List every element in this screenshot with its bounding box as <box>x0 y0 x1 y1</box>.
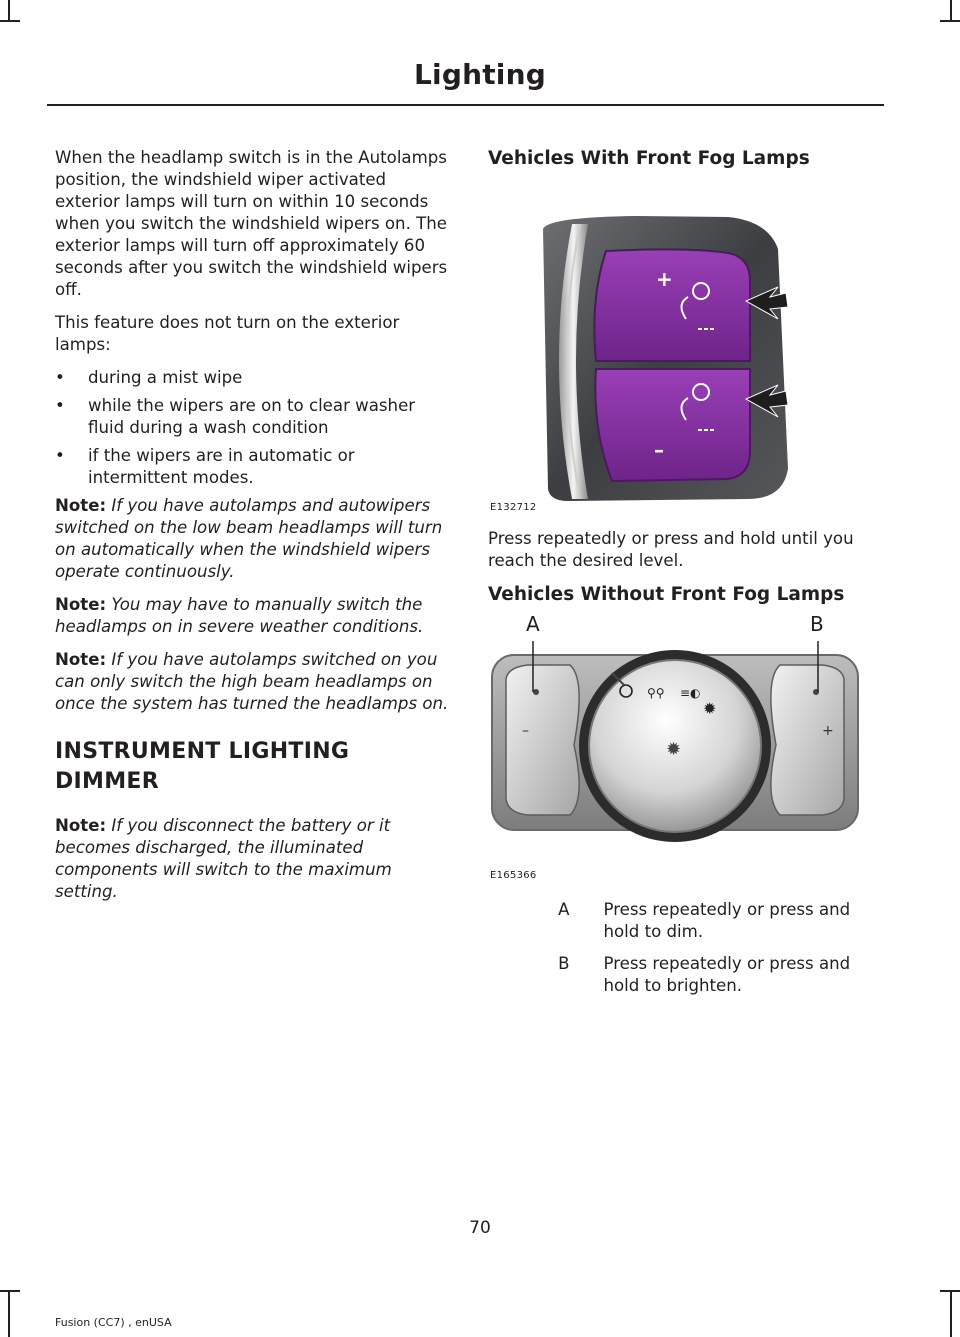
note-label: Note: <box>55 595 107 614</box>
crop-mark <box>940 1290 960 1292</box>
header-rule <box>47 104 884 106</box>
note-text: You may have to manually switch the headlamps on in severe weather conditions. <box>55 595 424 636</box>
crop-mark <box>950 1290 952 1337</box>
note-label: Note: <box>55 496 107 515</box>
figure-label-a: A <box>526 612 540 636</box>
callout-row <box>488 899 883 943</box>
note-text: If you have autolamps and autowipers switched on the low beam headlamps will turn on automatically when the windshield wipers operate continuously. <box>55 496 443 581</box>
callout-text: Press repeatedly or press and hold to dim. <box>603 900 851 941</box>
note-severe-weather <box>55 594 450 638</box>
svg-text:–: – <box>522 723 529 739</box>
headlamp-switch-illustration <box>488 619 883 871</box>
note-label: Note: <box>55 816 107 835</box>
no-fog-lamps-heading: Vehicles Without Front Fog Lamps <box>488 584 845 605</box>
note-text: If you disconnect the battery or it becomes discharged, the illuminated components will switch to the maximum setting. <box>55 816 392 901</box>
intro-paragraph: When the headlamp switch is in the Autolamps position, the windshield wiper activated exterior lamps will turn on within 10 seconds when you switch the windshield wipers on. The exterior lamps will turn off approximately 60 seconds after you switch the windshield wipers off. <box>55 148 448 299</box>
page-number: 70 <box>469 1218 491 1238</box>
exception-list <box>55 367 450 489</box>
callout-key: A <box>558 900 570 919</box>
fog-dimmer-figure <box>488 189 883 514</box>
note-battery <box>55 815 450 903</box>
callout-table <box>488 899 883 997</box>
svg-text:–: – <box>654 438 664 462</box>
note-high-beam <box>55 649 450 715</box>
svg-text:≡◐: ≡◐ <box>680 686 701 700</box>
feature-paragraph: This feature does not turn on the exterior lamps: <box>55 313 400 354</box>
list-item: • if the wipers are in automatic or intermittent modes. <box>55 445 450 489</box>
svg-text:✹: ✹ <box>666 739 682 760</box>
figure-label-b: B <box>810 612 824 636</box>
crop-mark <box>8 0 10 22</box>
crop-mark <box>950 0 952 22</box>
right-column <box>488 147 883 1007</box>
note-label: Note: <box>55 650 107 669</box>
figure-code: E165366 <box>490 870 537 881</box>
fog-dimmer-illustration <box>488 189 883 514</box>
figure-code: E132712 <box>490 502 537 513</box>
page-title: Lighting <box>414 58 546 91</box>
note-text: If you have autolamps switched on you can only switch the high beam headlamps on once the system has turned the headlamps on. <box>55 650 449 713</box>
callout-text: Press repeatedly or press and hold to brighten. <box>603 954 851 995</box>
footer-text: Fusion (CC7) , enUSA <box>55 1316 172 1329</box>
fog-instructions: Press repeatedly or press and hold until you reach the desired level. <box>488 529 854 570</box>
list-item: • during a mist wipe <box>55 367 450 389</box>
crop-mark <box>8 1290 10 1337</box>
crop-mark <box>940 20 960 22</box>
crop-mark <box>0 20 20 22</box>
callout-key: B <box>558 954 570 973</box>
left-column <box>55 147 450 914</box>
svg-text:+: + <box>656 267 673 291</box>
svg-text:+: + <box>822 723 834 739</box>
section-heading: INSTRUMENT LIGHTING DIMMER <box>55 739 350 794</box>
svg-text:⚲⚲: ⚲⚲ <box>647 686 665 700</box>
list-item: • while the wipers are on to clear washer fluid during a wash condition <box>55 395 450 439</box>
fog-lamps-heading: Vehicles With Front Fog Lamps <box>488 148 810 169</box>
headlamp-switch-figure <box>488 612 883 881</box>
callout-row <box>488 953 883 997</box>
svg-text:✹: ✹ <box>703 699 717 718</box>
crop-mark <box>0 1290 20 1292</box>
note-autolamps-autowipers <box>55 495 450 583</box>
